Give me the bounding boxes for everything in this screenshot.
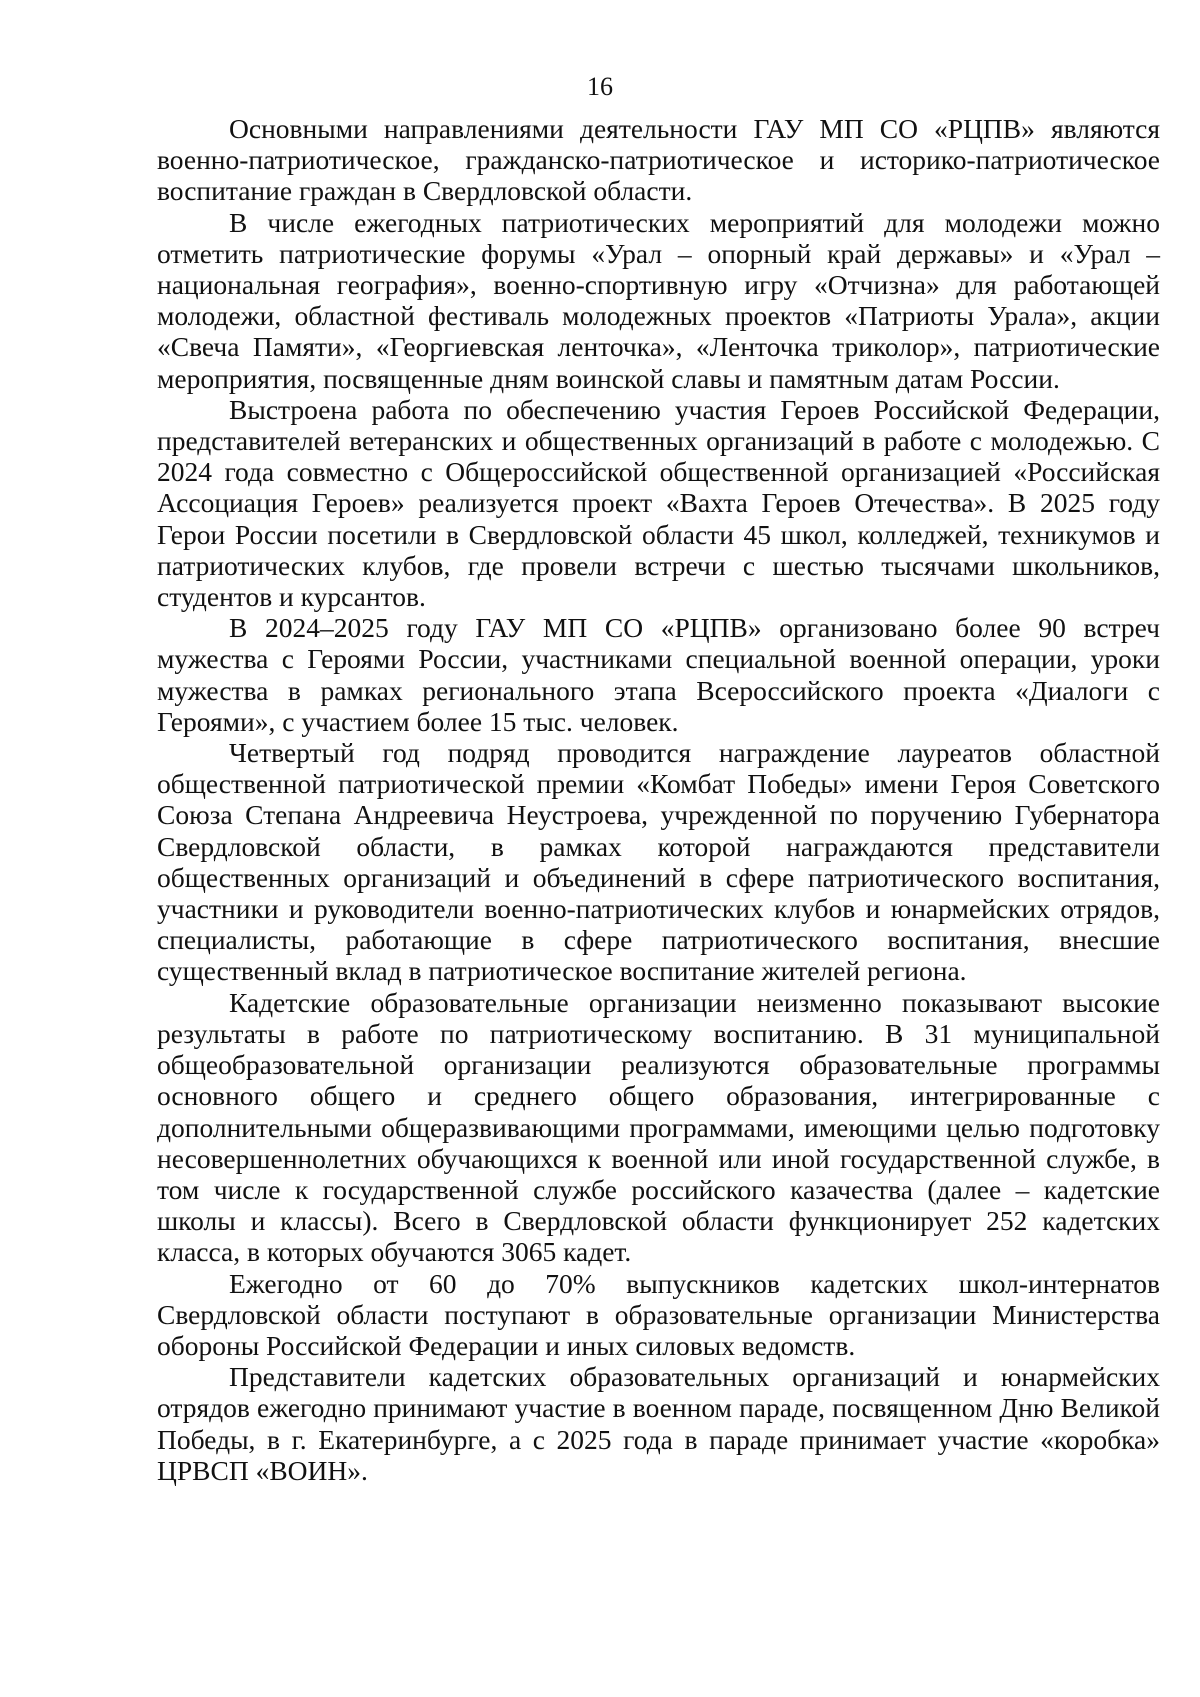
paragraph-heroes-participation: Выстроена работа по обеспечению участия Героев Российской Федерации, представителей ветеранских и общественных организаций в работе с молодежью. С 2024 года совместно с Общероссийской общественной организацией «Российская Ассоциация Героев» реализуется проект «Вахта Героев Отечества». В 2025 году Герои России посетили в Свердловской области 45 школ, колледжей, техникумов и патриотических клубов, где провели встречи с шестью тысячами школьников, студентов и курсантов. <box>157 393 1160 613</box>
paragraph-cadet-schools: Кадетские образовательные организации неизменно показывают высокие результаты в работе по патриотическому воспитанию. В 31 муниципальной общеобразовательной организации реализуются образовательные программы основного общего и среднего общего образования, интегрированные с дополнительными общеразвивающими программами, имеющими целью подготовку несовершеннолетних обучающихся к военной или иной государственной службе, в том числе к государственной службе российского казачества (далее – кадетские школы и классы). Всего в Свердловской области функционирует 252 кадетских класса, в которых обучаются 3065 кадет. <box>157 986 1160 1268</box>
paragraph-graduates: Ежегодно от 60 до 70% выпускников кадетских школ-интернатов Свердловской области поступают в образовательные организации Министерства обороны Российской Федерации и иных силовых ведомств. <box>157 1267 1160 1361</box>
paragraph-directions: Основными направлениями деятельности ГАУ МП СО «РЦПВ» являются военно-патриотическое, гражданско-патриотическое и историко-патриотическое воспитание граждан в Свердловской области. <box>157 113 1160 207</box>
paragraph-courage-meetings: В 2024–2025 году ГАУ МП СО «РЦПВ» организовано более 90 встреч мужества с Героями России, участниками специальной военной операции, уроки мужества в рамках регионального этапа Всероссийского проекта «Диалоги с Героями», с участием более 15 тыс. человек. <box>157 612 1160 737</box>
paragraph-annual-events: В числе ежегодных патриотических мероприятий для молодежи можно отметить патриотические форумы «Урал – опорный край державы» и «Урал – национальная география», военно-спортивную игру «Отчизна» для работающей молодежи, областной фестиваль молодежных проектов «Патриоты Урала», акции «Свеча Памяти», «Георгиевская ленточка», «Ленточка триколор», патриотические мероприятия, посвященные дням воинской славы и памятным датам России. <box>157 206 1160 394</box>
paragraph-victory-parade: Представители кадетских образовательных организаций и юнармейских отрядов ежегодно принимают участие в военном параде, посвященном Дню Великой Победы, в г. Екатеринбурге, а с 2025 года в параде принимает участие «коробка» ЦРВСП «ВОИН». <box>157 1361 1160 1486</box>
page-number: 16 <box>587 72 613 101</box>
document-body <box>157 113 1160 1486</box>
paragraph-kombat-award: Четвертый год подряд проводится награждение лауреатов областной общественной патриотической премии «Комбат Победы» имени Героя Советского Союза Степана Андреевича Неустроева, учрежденной по поручению Губернатора Свердловской области, в рамках которой награждаются представители общественных организаций и объединений в сфере патриотического воспитания, участники и руководители военно-патриотических клубов и юнармейских отрядов, специалисты, работающие в сфере патриотического воспитания, внесшие существенный вклад в патриотическое воспитание жителей региона. <box>157 737 1160 987</box>
